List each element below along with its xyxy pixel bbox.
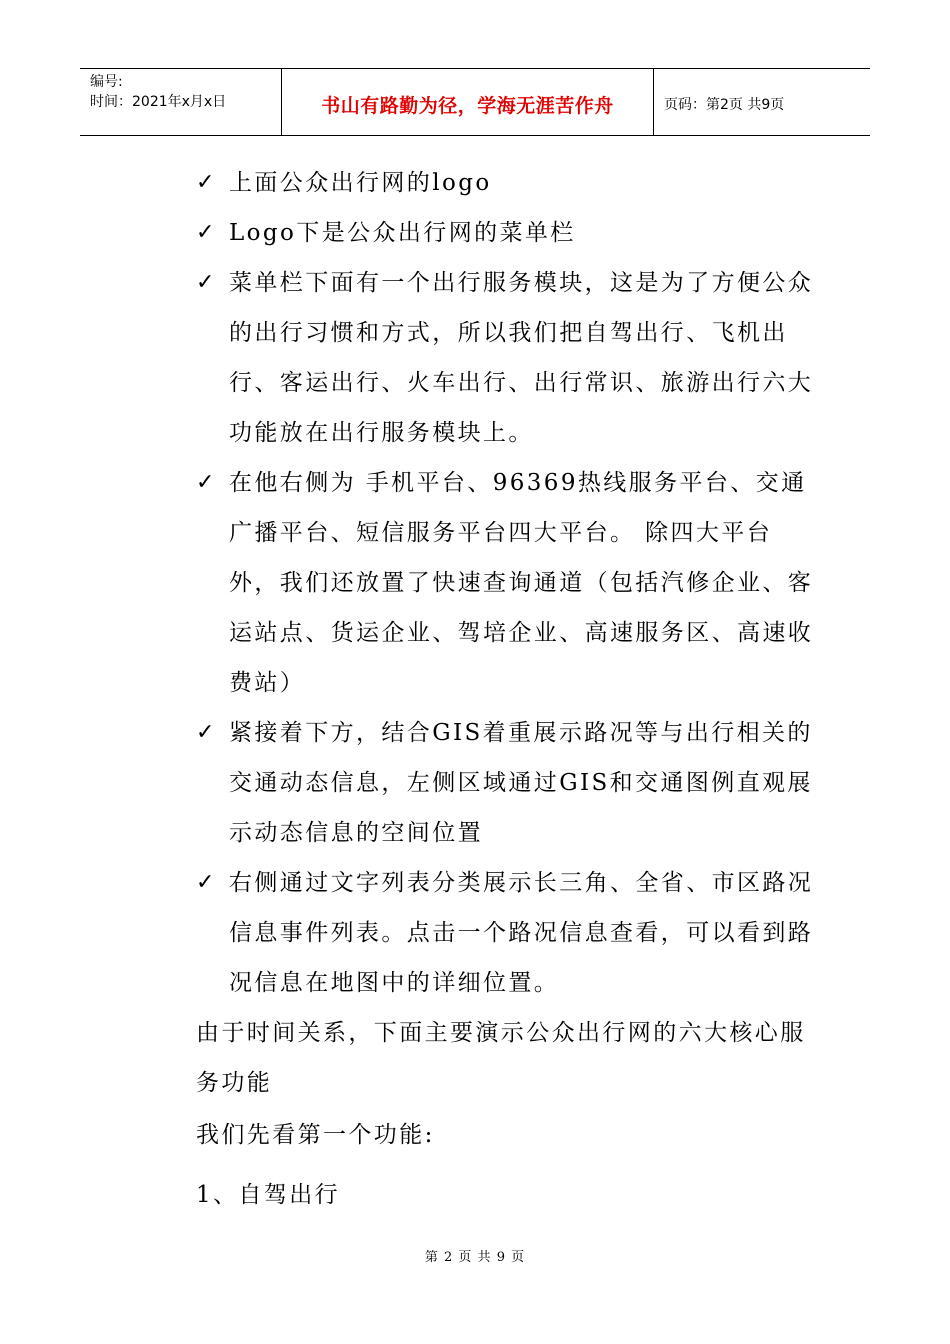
paragraph: 我们先看第一个功能: bbox=[196, 1122, 435, 1148]
motto: 书山有路勤为径，学海无涯苦作舟 bbox=[321, 94, 614, 117]
section-heading: 1、自驾出行 bbox=[196, 1182, 341, 1208]
code-label: 编号: bbox=[90, 74, 123, 90]
list-item-text: 在他右侧为 手机平台、96369热线服务平台、交通广播平台、短信服务平台四大平台。 除四大平台外，我们还放置了快速查询通道（包括汽修企业、客运站点、货运企业、驾培企业、高速服务区、高速收费站） bbox=[229, 470, 814, 696]
header-motto-cell bbox=[282, 69, 654, 135]
paragraph: 由于时间关系，下面主要演示公众出行网的六大核心服务功能 bbox=[196, 1020, 806, 1096]
page-info: 页码：第2页 共9页 bbox=[664, 97, 785, 113]
checkmark-icon: ✓ bbox=[196, 470, 215, 495]
list-item bbox=[196, 158, 836, 208]
checkmark-icon: ✓ bbox=[196, 270, 215, 295]
checkmark-icon: ✓ bbox=[196, 870, 215, 895]
page-header bbox=[80, 68, 870, 136]
checkmark-icon: ✓ bbox=[196, 220, 215, 245]
page-footer: 第 2 页 共 9 页 bbox=[424, 1250, 526, 1265]
list-item-text: 紧接着下方，结合GIS着重展示路况等与出行相关的交通动态信息，左侧区域通过GIS和交通图例直观展示动态信息的空间位置 bbox=[229, 720, 813, 846]
header-meta bbox=[80, 69, 282, 135]
list-item bbox=[196, 458, 836, 708]
list-item-text: Logo下是公众出行网的菜单栏 bbox=[229, 220, 576, 246]
list-item bbox=[196, 858, 836, 1008]
header-page-info bbox=[654, 69, 870, 135]
checkmark-icon: ✓ bbox=[196, 720, 215, 745]
list-item bbox=[196, 208, 836, 258]
time-label: 时间：2021年x月x日 bbox=[90, 94, 227, 110]
list-item bbox=[196, 708, 836, 858]
list-item-text: 上面公众出行网的logo bbox=[229, 170, 492, 196]
list-item bbox=[196, 258, 836, 458]
list-item-text: 菜单栏下面有一个出行服务模块，这是为了方便公众的出行习惯和方式，所以我们把自驾出行、飞机出行、客运出行、火车出行、出行常识、旅游出行六大功能放在出行服务模块上。 bbox=[229, 270, 814, 446]
list-item-text: 右侧通过文字列表分类展示长三角、全省、市区路况信息事件列表。点击一个路况信息查看，可以看到路况信息在地图中的详细位置。 bbox=[229, 870, 814, 996]
checkmark-icon: ✓ bbox=[196, 170, 215, 195]
